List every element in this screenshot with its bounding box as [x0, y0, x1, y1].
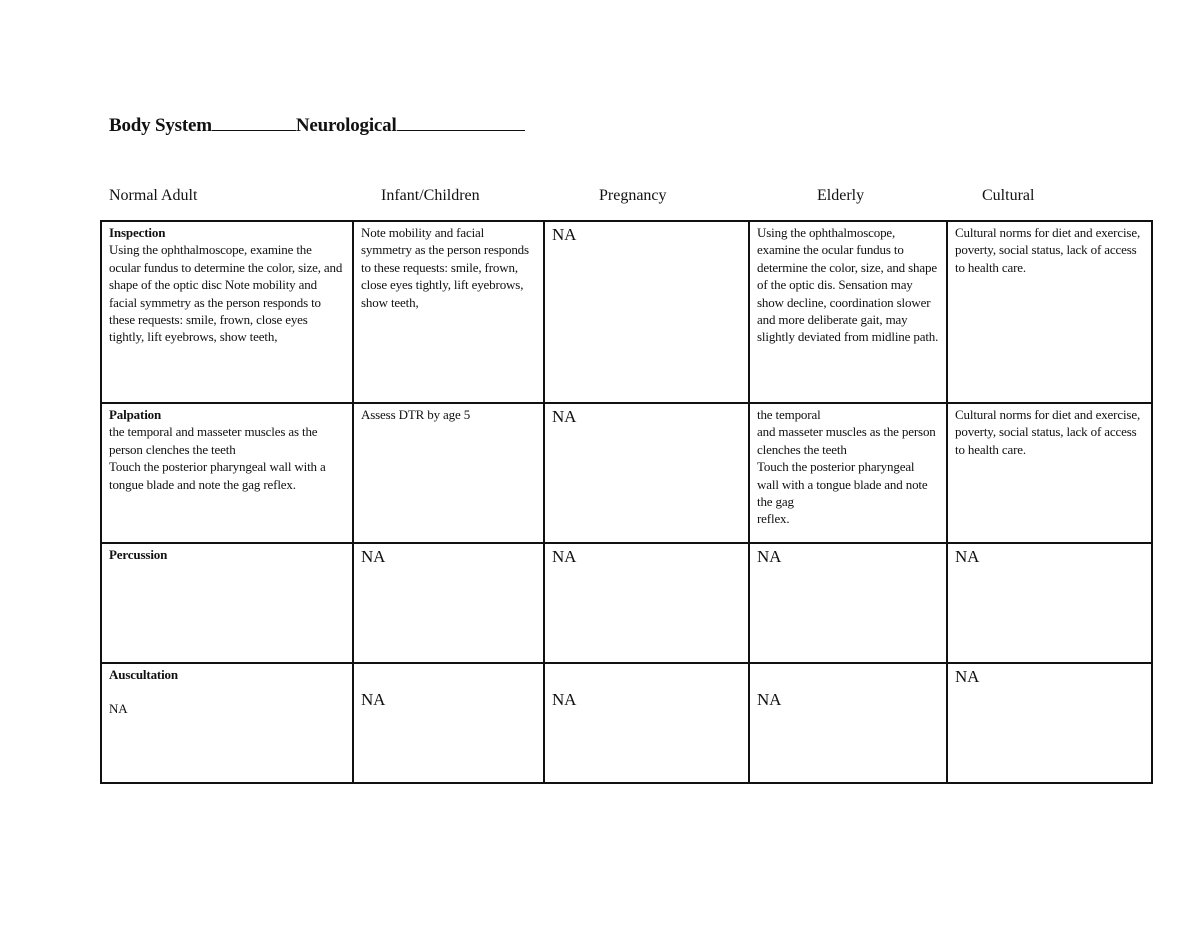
- table-row-auscultation: [101, 663, 1152, 783]
- cell-percussion-cultural: [947, 543, 1152, 663]
- table-row-percussion: [101, 543, 1152, 663]
- cell-palpation-elderly: [749, 403, 947, 543]
- body-system-value: Neurological: [295, 115, 397, 136]
- cell-text: Assess DTR by age 5: [361, 407, 471, 422]
- cell-text: NA: [955, 547, 980, 566]
- cell-text: NA: [757, 690, 782, 709]
- cell-text: Using the ophthalmoscope, examine the ocular fundus to determine the color, size, and shape of the optic dis. Sensation may show decline, coordination slower and more deliberate gait, may slightly deviated from midline path.: [757, 225, 939, 345]
- cell-text: NA: [361, 690, 386, 709]
- cell-auscultation-cultural: [947, 663, 1152, 783]
- cell-palpation-cultural: [947, 403, 1152, 543]
- spacer: [109, 683, 345, 700]
- underline-blank: [212, 111, 296, 131]
- cell-palpation-infant-children: [353, 403, 544, 543]
- column-header-pregnancy: Pregnancy: [599, 187, 667, 204]
- column-header-normal-adult: Normal Adult: [109, 187, 198, 204]
- cell-palpation-pregnancy: [544, 403, 749, 543]
- column-header-elderly: Elderly: [817, 187, 865, 204]
- column-header-infant-children: Infant/Children: [381, 187, 480, 204]
- cell-text: NA: [552, 407, 577, 426]
- cell-text: Cultural norms for diet and exercise, poverty, social status, lack of access to health care.: [955, 407, 1141, 457]
- table-row-palpation: [101, 403, 1152, 543]
- cell-percussion-elderly: [749, 543, 947, 663]
- assessment-table: [100, 220, 1153, 784]
- table-row-inspection: [101, 221, 1152, 403]
- cell-text: NA: [552, 690, 577, 709]
- cell-inspection-pregnancy: [544, 221, 749, 403]
- body-system-label: Body System: [109, 115, 212, 136]
- column-header-cultural: Cultural: [982, 187, 1035, 204]
- cell-auscultation-infant-children: [353, 663, 544, 783]
- cell-percussion-normal-adult: [101, 543, 353, 663]
- cell-text: Cultural norms for diet and exercise, poverty, social status, lack of access to health care.: [955, 225, 1141, 275]
- row-heading-percussion: Percussion: [109, 547, 168, 562]
- cell-percussion-infant-children: [353, 543, 544, 663]
- cell-text: NA: [109, 701, 128, 717]
- cell-inspection-cultural: [947, 221, 1152, 403]
- cell-text: Using the ophthalmoscope, examine the ocular fundus to determine the color, size, and shape of the optic disc Note mobility and facial symmetry as the person responds to these requests: smile, frown, close eyes tightly, lift eyebrows, show teeth,: [109, 242, 343, 345]
- underline-blank: [397, 111, 525, 131]
- cell-text: the temporal and masseter muscles as the person clenches the teeth Touch the posterior pharyngeal wall with a tongue blade and note the gag reflex.: [109, 424, 326, 492]
- cell-text: NA: [552, 225, 577, 244]
- cell-auscultation-elderly: [749, 663, 947, 783]
- cell-text: the temporal and masseter muscles as the person clenches the teeth Touch the posterior pharyngeal wall with a tongue blade and note the gag reflex.: [757, 407, 936, 527]
- cell-text: NA: [552, 547, 577, 566]
- cell-text: NA: [757, 547, 782, 566]
- cell-auscultation-pregnancy: [544, 663, 749, 783]
- cell-text: Note mobility and facial symmetry as the person responds to these requests: smile, frown, close eyes tightly, lift eyebrows, show teeth,: [361, 225, 529, 310]
- row-heading-inspection: Inspection: [109, 225, 166, 240]
- cell-inspection-infant-children: [353, 221, 544, 403]
- cell-text: NA: [955, 667, 980, 686]
- row-heading-palpation: Palpation: [109, 407, 162, 422]
- cell-inspection-elderly: [749, 221, 947, 403]
- row-heading-auscultation: Auscultation: [109, 667, 178, 682]
- cell-palpation-normal-adult: [101, 403, 353, 543]
- page-title: [109, 111, 525, 137]
- cell-text: NA: [361, 547, 386, 566]
- cell-inspection-normal-adult: [101, 221, 353, 403]
- cell-percussion-pregnancy: [544, 543, 749, 663]
- cell-auscultation-normal-adult: [101, 663, 353, 783]
